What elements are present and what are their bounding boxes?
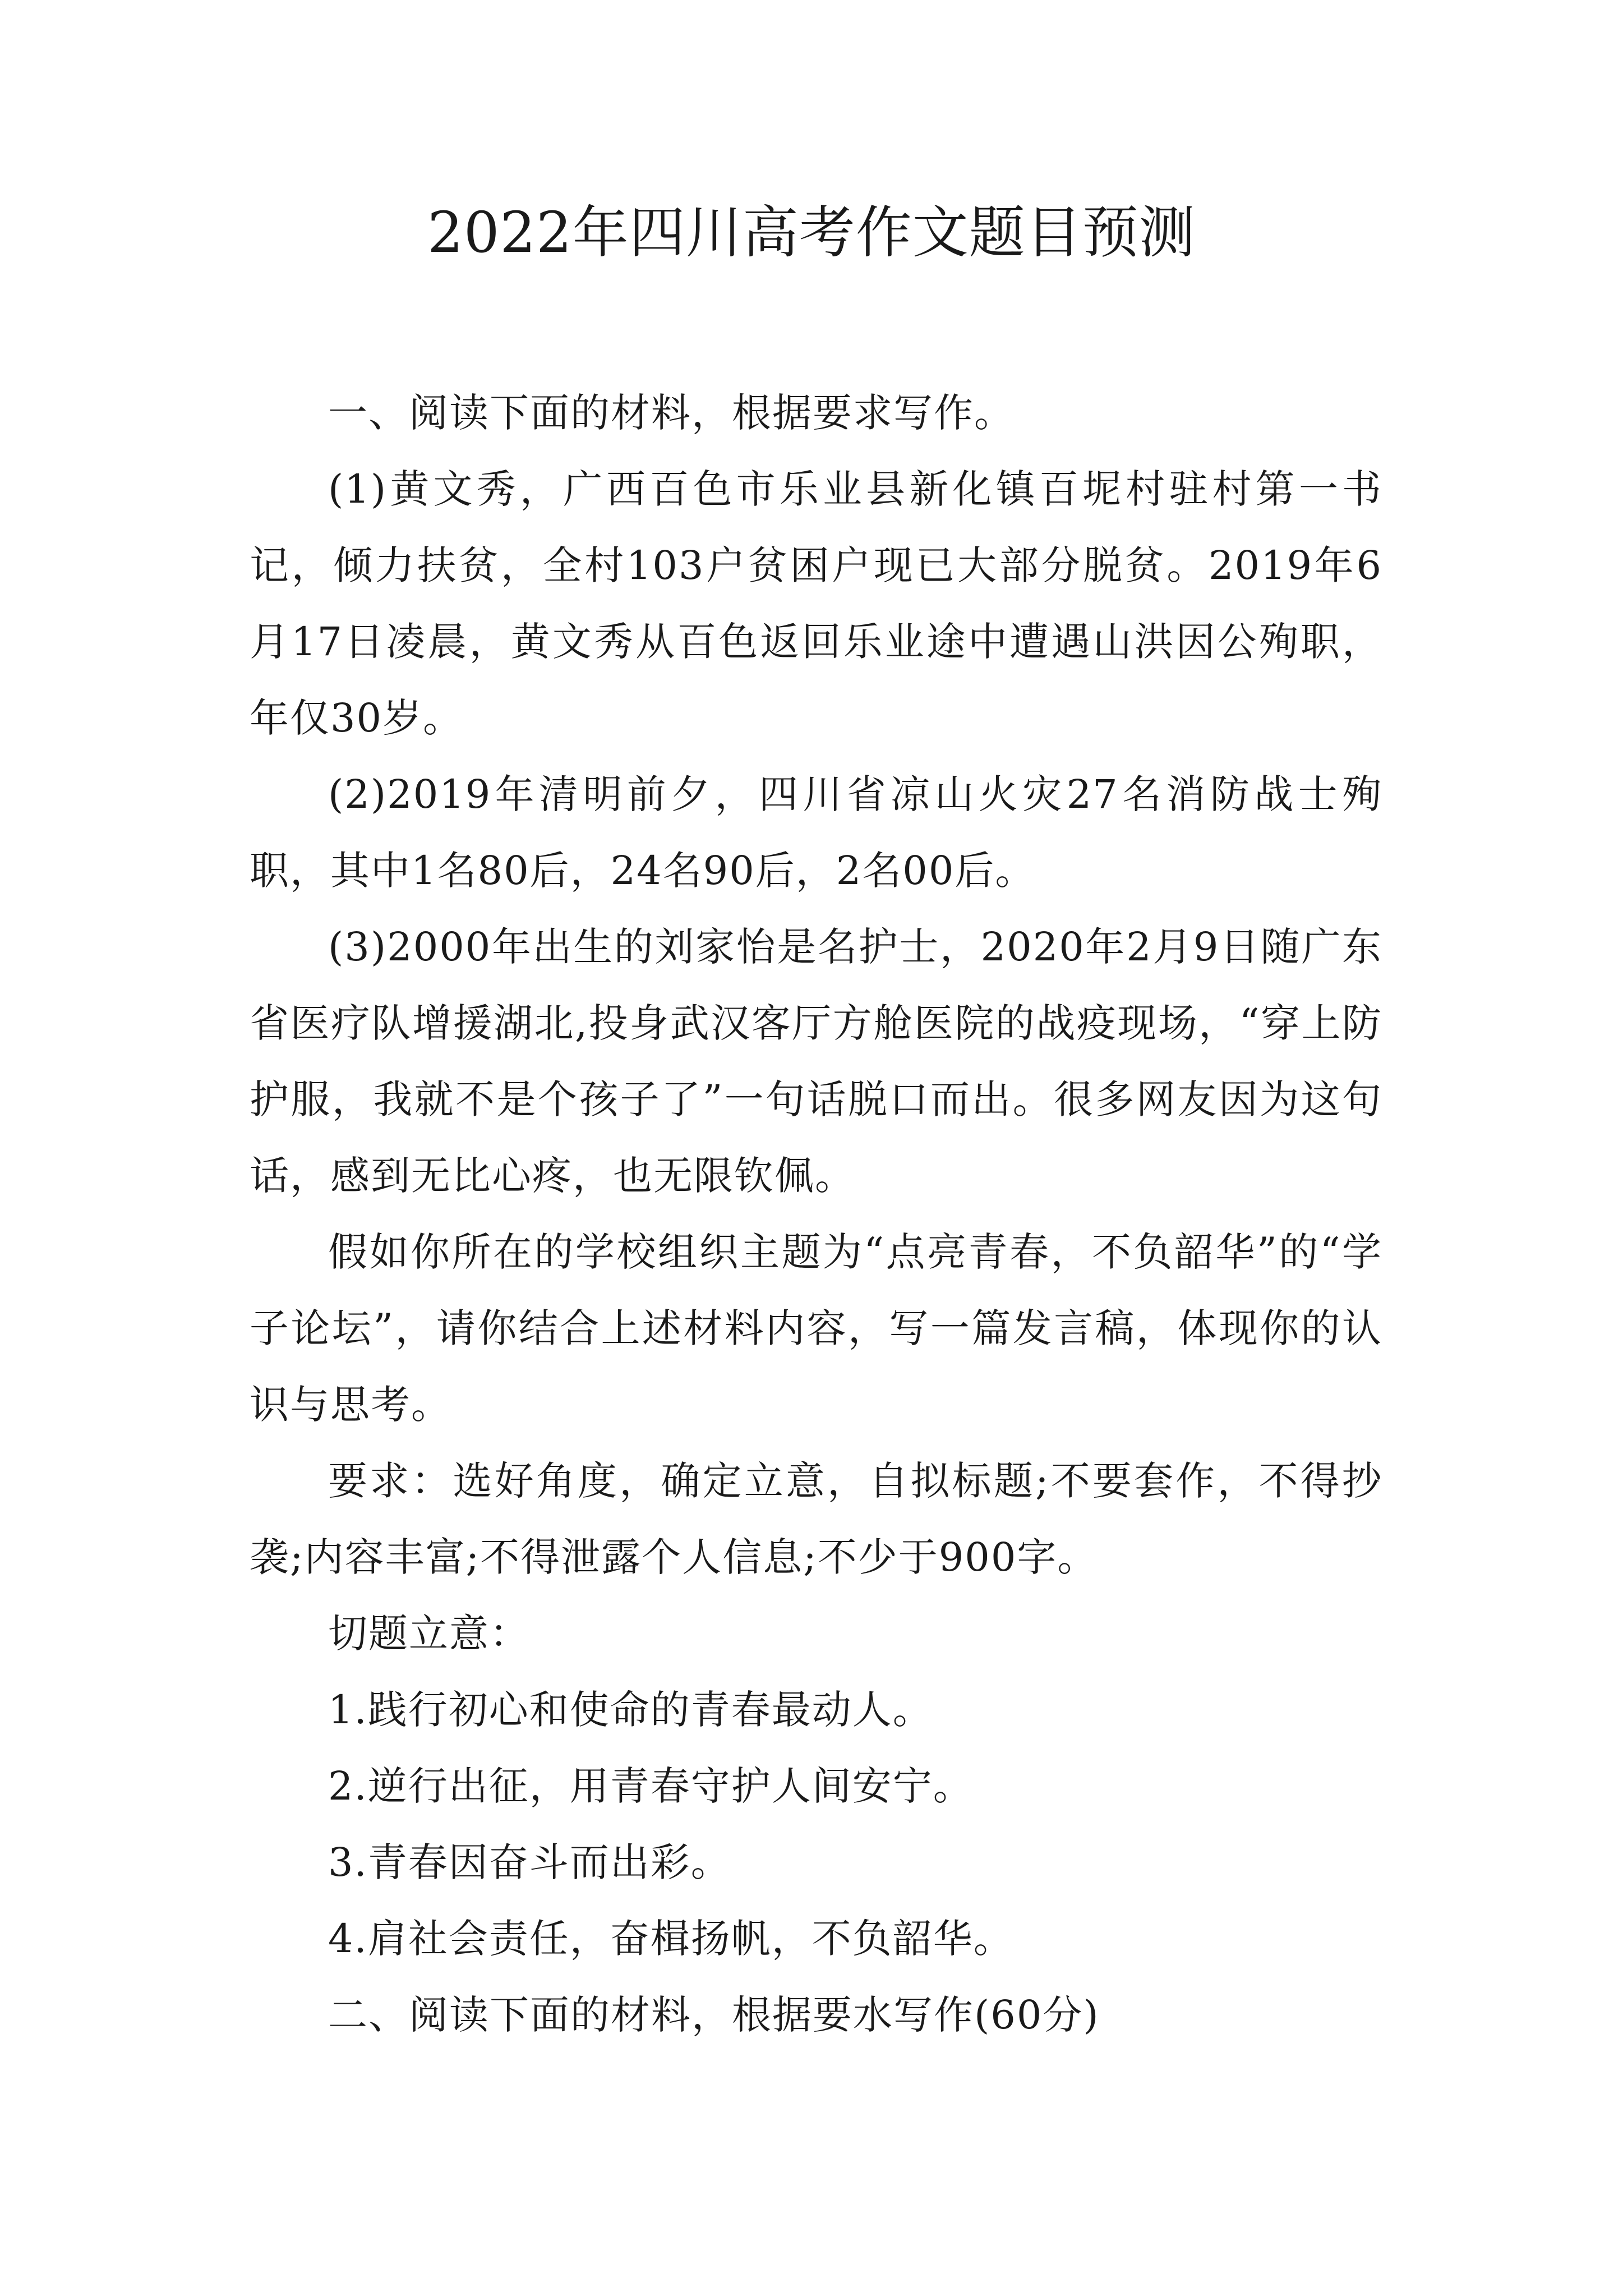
section-one-heading: 一、阅读下面的材料，根据要求写作。 <box>328 390 1015 436</box>
writing-task-paragraph: 假如你所在的学校组织主题为“点亮青春，不负韶华”的“学子论坛”，请你结合上述材料内容，写一篇发言稿，体现你的认识与思考。 <box>250 1229 1382 1428</box>
section-two-heading: 二、阅读下面的材料，根据要水写作(60分) <box>328 1992 1100 2038</box>
document-body <box>250 375 1382 2053</box>
theme-item-1: 1.践行初心和使命的青春最动人。 <box>328 1687 933 1733</box>
theme-heading: 切题立意： <box>328 1611 530 1657</box>
theme-item-3: 3.青春因奋斗而出彩。 <box>328 1839 731 1885</box>
material-paragraph-1: (1)黄文秀，广西百色市乐业县新化镇百坭村驻村第一书记，倾力扶贫，全村103户贫困户现已大部分脱贫。2019年6月17日凌晨，黄文秀从百色返回乐业途中遭遇山洪因公殉职，年仅30岁。 <box>250 466 1382 741</box>
theme-item-2: 2.逆行出征，用青春守护人间安宁。 <box>328 1763 974 1809</box>
theme-item-4: 4.肩社会责任，奋楫扬帆，不负韶华。 <box>328 1916 1014 1962</box>
requirements-paragraph: 要求：选好角度，确定立意，自拟标题;不要套作，不得抄袭;内容丰富;不得泄露个人信息;不少于900字。 <box>250 1458 1382 1580</box>
material-paragraph-2: (2)2019年清明前夕，四川省凉山火灾27名消防战士殉职，其中1名80后，24名90后，2名00后。 <box>250 771 1382 894</box>
document-title: 2022年四川高考作文题目预测 <box>427 200 1196 265</box>
material-paragraph-3: (3)2000年出生的刘家怡是名护士，2020年2月9日随广东省医疗队增援湖北,投身武汉客厅方舱医院的战疫现场，“穿上防护服，我就不是个孩子了”一句话脱口而出。很多网友因为这句话，感到无比心疼，也无限钦佩。 <box>250 924 1382 1199</box>
